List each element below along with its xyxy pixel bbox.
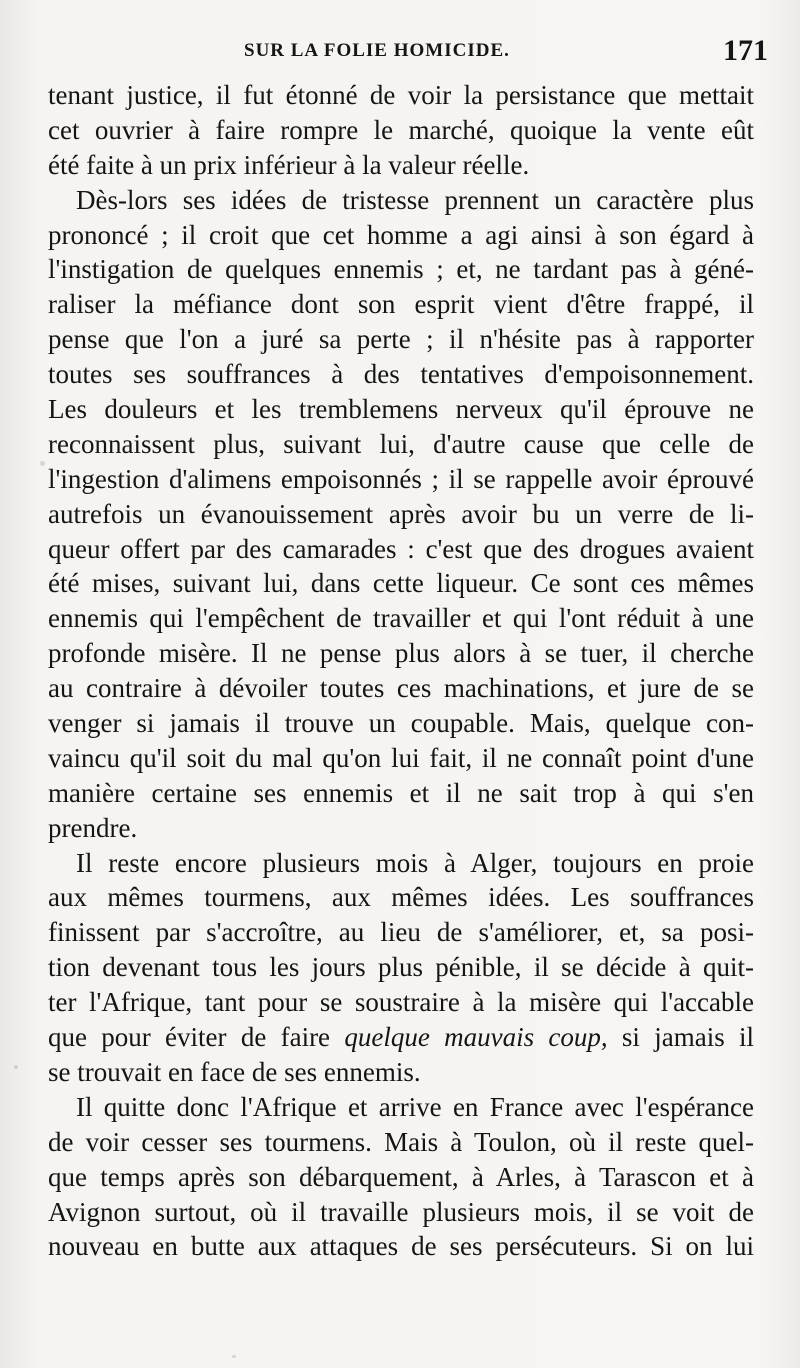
text-line: ennemis qui l'empêchent de travailler et qui l'ont réduit à une xyxy=(48,603,754,634)
text-line: vaincu qu'il soit du mal qu'on lui fait, il ne connaît point d'une xyxy=(48,742,754,773)
text-line: prononcé ; il croit que cet homme a agi ainsi à son égard à xyxy=(48,219,754,250)
text-line: prendre. xyxy=(48,812,138,843)
text-line: pense que l'on a juré sa perte ; il n'hésite pas à rapporter xyxy=(48,324,754,355)
text-line: manière certaine ses ennemis et il ne sait trop à qui s'en xyxy=(48,777,754,808)
text-segment: si jamais il xyxy=(607,1022,754,1053)
text-line: de voir cesser ses tourmens. Mais à Toulon, où il reste quel- xyxy=(48,1126,754,1157)
text-line: été mises, suivant lui, dans cette liqueur. Ce sont ces mêmes xyxy=(48,568,754,599)
page-header xyxy=(48,36,768,76)
text-line: au contraire à dévoiler toutes ces machinations, et jure de se xyxy=(48,673,754,704)
text-line: queur offert par des camarades : c'est que des drogues avaient xyxy=(48,533,754,564)
text-line: Avignon surtout, où il travaille plusieurs mois, il se voit de xyxy=(48,1196,754,1227)
text-line: l'instigation de quelques ennemis ; et, ne tardant pas à géné- xyxy=(48,254,754,285)
text-line xyxy=(48,1020,754,1055)
ink-speck xyxy=(232,1355,236,1358)
text-line: aux mêmes tourmens, aux mêmes idées. Les souffrances xyxy=(48,882,754,913)
text-line: autrefois un évanouissement après avoir bu un verre de li- xyxy=(48,498,754,529)
text-line: été faite à un prix inférieur à la valeur réelle. xyxy=(48,149,530,180)
text-line: cet ouvrier à faire rompre le marché, quoique la vente eût xyxy=(48,114,754,145)
body-text xyxy=(48,78,754,1264)
ink-speck xyxy=(14,1065,18,1069)
text-line: raliser la méfiance dont son esprit vient d'être frappé, il xyxy=(48,289,754,320)
text-line: Dès-lors ses idées de tristesse prennent un caractère plus xyxy=(76,184,754,215)
italic-phrase: quelque mauvais coup, xyxy=(344,1022,608,1053)
text-line: se trouvait en face de ses ennemis. xyxy=(48,1056,421,1087)
text-line: finissent par s'accroître, au lieu de s'améliorer, et, sa posi- xyxy=(48,917,754,948)
text-line: venger si jamais il trouve un coupable. Mais, quelque con- xyxy=(48,708,754,739)
text-line: profonde misère. Il ne pense plus alors à se tuer, il cherche xyxy=(48,638,754,669)
text-line: l'ingestion d'alimens empoisonnés ; il se rappelle avoir éprouvé xyxy=(48,463,754,494)
text-line: reconnaissent plus, suivant lui, d'autre cause que celle de xyxy=(48,428,754,459)
text-line: Il quitte donc l'Afrique et arrive en France avec l'espérance xyxy=(76,1091,754,1122)
text-line: tion devenant tous les jours plus pénible, il se décide à quit- xyxy=(48,952,754,983)
page-number: 171 xyxy=(723,34,768,67)
text-line: toutes ses souffrances à des tentatives d'empoisonnement. xyxy=(48,359,754,390)
running-title: SUR LA FOLIE HOMICIDE. xyxy=(244,40,510,61)
text-line: tenant justice, il fut étonné de voir la persistance que mettait xyxy=(48,80,754,110)
text-line: ter l'Afrique, tant pour se soustraire à la misère qui l'accable xyxy=(48,987,754,1018)
ink-speck xyxy=(40,461,45,466)
text-segment: que pour éviter de faire xyxy=(48,1022,345,1053)
text-line: que temps après son débarquement, à Arles, à Tarascon et à xyxy=(48,1161,754,1192)
text-line: nouveau en butte aux attaques de ses persécuteurs. Si on lui xyxy=(48,1231,754,1262)
text-line: Il reste encore plusieurs mois à Alger, toujours en proie xyxy=(76,847,754,878)
text-line: Les douleurs et les tremblemens nerveux qu'il éprouve ne xyxy=(48,394,754,425)
